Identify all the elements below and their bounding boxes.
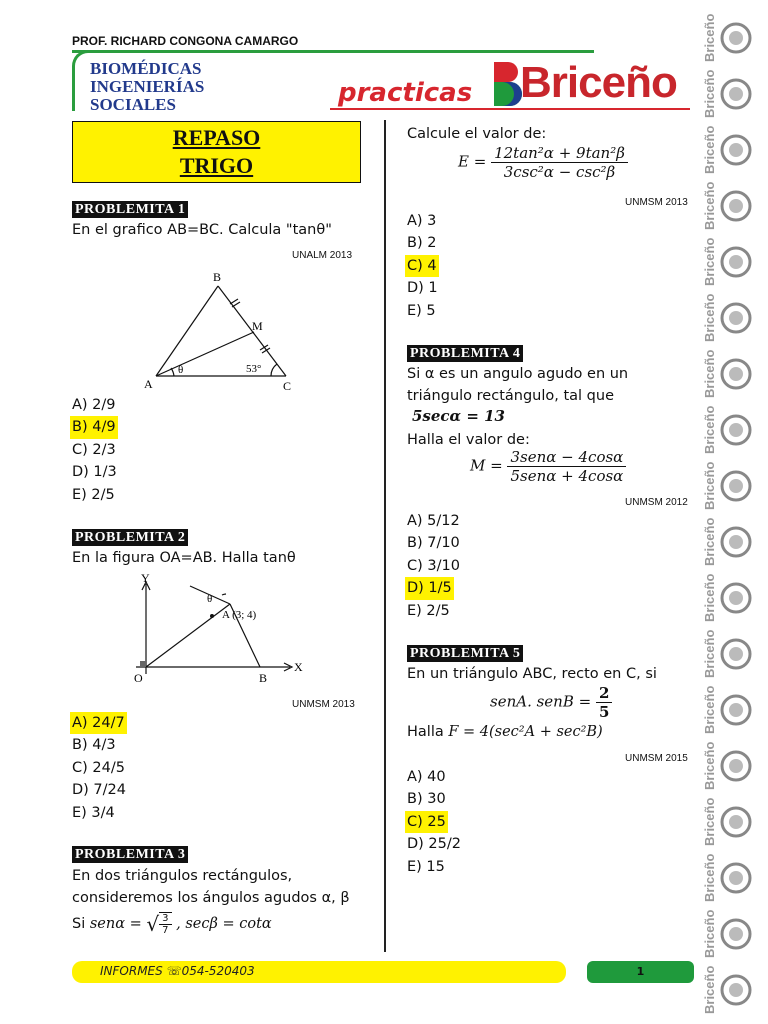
fig1-label-m: M <box>252 319 263 333</box>
sidebar-logo-text: Briceño <box>702 909 717 958</box>
p5-option-e[interactable]: E) 15 <box>407 858 445 875</box>
fig1-label-b: B <box>213 270 222 284</box>
sidebar-logo-text: Briceño <box>702 69 717 118</box>
sidebar-logo-text: Briceño <box>702 181 717 230</box>
subtitle-line-1: BIOMÉDICAS <box>90 59 202 78</box>
p4-numerator: 3senα − 4cosα <box>507 448 626 467</box>
p3-sqrt-den: 7 <box>162 925 169 936</box>
page-number: 1 <box>587 961 694 983</box>
sidebar-watermark <box>698 10 758 1020</box>
sidebar-logo-icon-inner <box>729 311 743 325</box>
sidebar-logo-text: Briceño <box>702 349 717 398</box>
problem-2-source: UNMSM 2013 <box>292 699 355 710</box>
problem-5-label: PROBLEMITA 5 <box>407 645 523 662</box>
p4-lhs: M = <box>470 456 503 475</box>
problem-3-intro: Calcule el valor de: <box>407 126 547 142</box>
p3-option-b[interactable]: B) 2 <box>407 235 437 252</box>
problem-4-line-2: triángulo rectángulo, tal que <box>407 388 614 404</box>
p3-option-c-answer[interactable]: C) 4 <box>405 255 439 277</box>
sidebar-logo-icon-inner <box>729 591 743 605</box>
column-divider <box>384 120 386 952</box>
problem-4-equation <box>470 448 626 485</box>
brand-red-line <box>330 108 690 110</box>
p3-numerator: 12tan²α + 9tan²β <box>491 144 628 163</box>
p3-option-d[interactable]: D) 1 <box>407 280 438 297</box>
sidebar-logo-text: Briceño <box>702 629 717 678</box>
title-box <box>72 121 361 183</box>
sidebar-logo-text: Briceño <box>702 237 717 286</box>
sidebar-logo-text: Briceño <box>702 965 717 1014</box>
fig2-label-a: A (3; 4) <box>222 609 257 621</box>
sidebar-logo-icon-inner <box>729 647 743 661</box>
problem-1-text: En el grafico AB=BC. Calcula "tanθ" <box>72 222 332 238</box>
sqrt-icon: √ <box>146 912 160 936</box>
problem-3-line-1: En dos triángulos rectángulos, <box>72 868 293 884</box>
p2-option-d[interactable]: D) 7/24 <box>72 782 126 799</box>
p3-lhs: E = <box>458 152 487 171</box>
p5-cond-num: 2 <box>596 684 612 703</box>
sidebar-logo-icon-inner <box>729 367 743 381</box>
p5-option-d[interactable]: D) 25/2 <box>407 836 461 853</box>
problem-1-label: PROBLEMITA 1 <box>72 201 188 218</box>
problem-1-options <box>70 394 119 506</box>
sidebar-logo-text: Briceño <box>702 853 717 902</box>
sidebar-logo-text: Briceño <box>702 517 717 566</box>
fig2-label-x: X <box>294 660 303 674</box>
fig2-label-y: Y <box>141 571 150 585</box>
p3-sqrt-num: 3 <box>159 913 171 925</box>
fig2-label-o: O <box>134 671 143 685</box>
p1-option-e[interactable]: E) 2/5 <box>72 486 115 503</box>
sidebar-logo-text: Briceño <box>702 405 717 454</box>
problem-4-condition: 5secα = 13 <box>412 407 505 425</box>
p3-denominator: 3csc²α − csc²β <box>503 163 616 181</box>
header-green-line <box>72 50 594 53</box>
sidebar-logo-icon-inner <box>729 423 743 437</box>
p1-option-a[interactable]: A) 2/9 <box>72 397 116 413</box>
sidebar-logo-text: Briceño <box>702 293 717 342</box>
problem-2-text: En la figura OA=AB. Halla tanθ <box>72 550 296 566</box>
sidebar-logo-icon-inner <box>729 31 743 45</box>
sidebar-logo-icon-inner <box>729 535 743 549</box>
fig1-label-a: A <box>144 377 153 391</box>
problem-4-line-1: Si α es un angulo agudo en un <box>407 366 629 382</box>
problem-3-source: UNMSM 2013 <box>625 197 688 208</box>
problem-5-line-1: En un triángulo ABC, recto en C, si <box>407 666 657 682</box>
p2-option-b[interactable]: B) 4/3 <box>72 737 116 754</box>
p4-option-d-answer[interactable]: D) 1/5 <box>405 577 454 599</box>
author-name: PROF. RICHARD CONGONA CAMARGO <box>72 34 299 48</box>
p4-denominator: 5senα + 4cosα <box>510 467 624 485</box>
sidebar-logo-icon-inner <box>729 759 743 773</box>
sidebar-logo-text: Briceño <box>702 13 717 62</box>
problem-1-triangle-figure <box>140 266 310 398</box>
p2-option-c[interactable]: C) 24/5 <box>72 759 125 776</box>
sidebar-logo-text: Briceño <box>702 125 717 174</box>
fig1-label-theta: θ <box>178 364 184 376</box>
sidebar-logo-icon-inner <box>729 199 743 213</box>
brand-logo-icon <box>490 58 522 108</box>
problem-2-options <box>70 712 128 824</box>
fig2-segment-oa <box>146 604 230 667</box>
p5-cond-lhs: senA. senB = <box>490 692 592 711</box>
problem-3-equation <box>458 144 628 181</box>
sidebar-logo-icon-inner <box>729 87 743 101</box>
brand-name: Briceño <box>520 58 677 107</box>
sidebar-logo-icon-inner <box>729 255 743 269</box>
problem-2-label: PROBLEMITA 2 <box>72 529 188 546</box>
sidebar-logo-icon-inner <box>729 703 743 717</box>
problem-3-label: PROBLEMITA 3 <box>72 846 188 863</box>
fig2-point-a <box>210 614 214 618</box>
title-line-1: REPASO <box>172 125 261 150</box>
practicas-text: practicas <box>338 78 473 108</box>
sidebar-logo-text: Briceño <box>702 685 717 734</box>
sidebar-logo-text: Briceño <box>702 797 717 846</box>
p1-option-d[interactable]: D) 1/3 <box>72 464 117 481</box>
sidebar-logo-icon-inner <box>729 983 743 997</box>
p3-si: Si <box>72 916 86 932</box>
problem-3-condition <box>72 912 272 936</box>
problem-3-options <box>405 210 440 322</box>
p4-option-b[interactable]: B) 7/10 <box>407 535 460 552</box>
problem-4-label: PROBLEMITA 4 <box>407 345 523 362</box>
sidebar-logo-icon-inner <box>729 871 743 885</box>
sidebar-logo-icon-inner <box>729 143 743 157</box>
problem-5-question <box>407 724 603 740</box>
p3-sqrt-fraction <box>159 912 171 936</box>
p2-option-e[interactable]: E) 3/4 <box>72 804 115 821</box>
subtitle-line-2: INGENIERÍAS <box>90 77 205 96</box>
p2-option-a-answer[interactable]: A) 24/7 <box>70 712 127 734</box>
p4-option-e[interactable]: E) 2/5 <box>407 602 450 619</box>
problem-4-line-3: Halla el valor de: <box>407 432 530 448</box>
sidebar-logo-icon-inner <box>729 815 743 829</box>
p5-option-a[interactable]: A) 40 <box>407 769 446 785</box>
sidebar-logo-icon-inner <box>729 479 743 493</box>
subtitle-line-3: SOCIALES <box>90 95 176 114</box>
p4-option-a[interactable]: A) 5/12 <box>407 513 460 529</box>
p3-option-e[interactable]: E) 5 <box>407 302 436 319</box>
p1-option-b-answer[interactable]: B) 4/9 <box>70 416 118 438</box>
problem-5-condition <box>490 684 612 721</box>
problem-4-source: UNMSM 2012 <box>625 497 688 508</box>
sidebar-logo-text: Briceño <box>702 573 717 622</box>
footer-info: INFORMES ☏054-520403 <box>100 964 255 978</box>
fig1-label-c: C <box>283 379 292 393</box>
fig1-label-53: 53° <box>246 363 262 375</box>
p1-option-c[interactable]: C) 2/3 <box>72 441 116 458</box>
p5-formula: F = 4(sec²A + sec²B) <box>448 724 603 740</box>
problem-2-coordinate-figure <box>126 570 312 690</box>
p3-sen-alpha: senα = <box>89 916 142 932</box>
p5-halla: Halla <box>407 724 444 740</box>
sidebar-logo-text: Briceño <box>702 461 717 510</box>
problem-3-line-2: consideremos los ángulos agudos α, β <box>72 890 350 906</box>
sidebar-logo-icon-inner <box>729 927 743 941</box>
fig2-label-b: B <box>259 671 268 685</box>
fig2-label-theta: θ <box>207 593 213 605</box>
title-line-2: TRIGO <box>179 153 254 178</box>
p3-option-a[interactable]: A) 3 <box>407 213 437 229</box>
p3-rest: , secβ = cotα <box>176 916 272 932</box>
p4-option-c[interactable]: C) 3/10 <box>407 557 460 574</box>
fig2-origin-marker <box>140 661 146 667</box>
p5-option-c-answer[interactable]: C) 25 <box>405 811 448 833</box>
problem-4-options <box>405 510 462 622</box>
sidebar-logo-text: Briceño <box>702 741 717 790</box>
problem-5-source: UNMSM 2015 <box>625 753 688 764</box>
p5-option-b[interactable]: B) 30 <box>407 791 446 808</box>
problem-5-options <box>405 766 463 878</box>
p5-cond-den: 5 <box>598 703 610 721</box>
problem-1-source: UNALM 2013 <box>292 250 353 261</box>
